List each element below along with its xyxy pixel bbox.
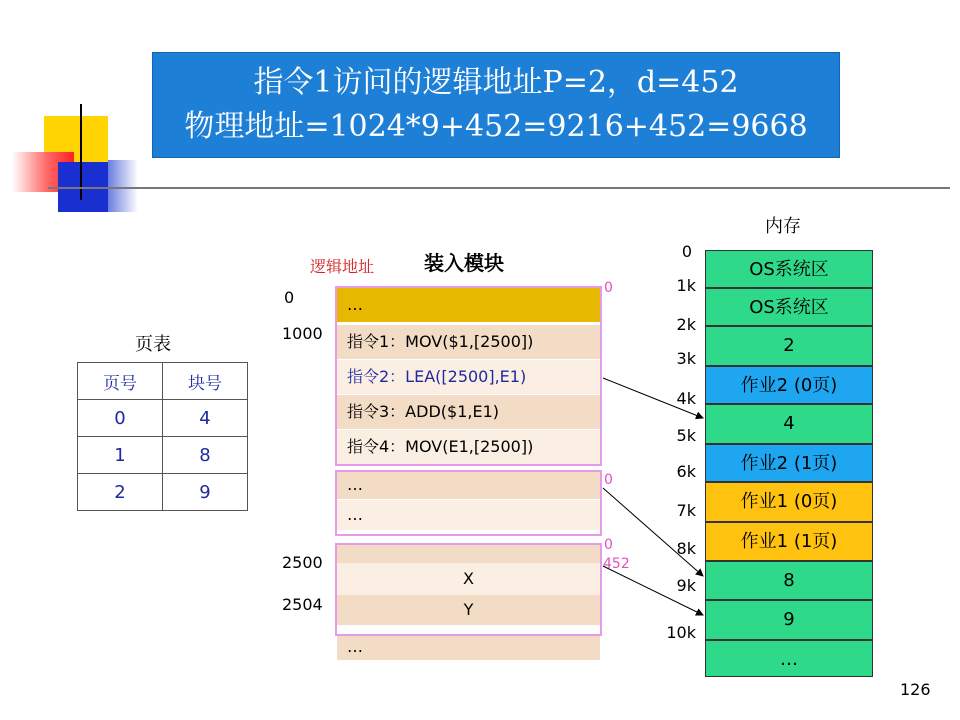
page-offset-label: 0 bbox=[604, 537, 613, 553]
memory-tick: 10k bbox=[666, 623, 696, 642]
addr-label: 1000 bbox=[282, 324, 323, 343]
memory-tick: 1k bbox=[676, 276, 696, 295]
memory-tick: 0 bbox=[681, 242, 692, 261]
title-line-1: 指令1访问的逻辑地址P=2，d=452 bbox=[253, 65, 739, 100]
title-line-2: 物理地址=1024*9+452=9216+452=9668 bbox=[184, 109, 808, 144]
memory-tick: 9k bbox=[676, 576, 696, 595]
memory-tick: 4k bbox=[676, 389, 696, 408]
memory-tick: 3k bbox=[676, 349, 696, 368]
logic-address-label: 逻辑地址 bbox=[310, 257, 375, 276]
addr-label: 0 bbox=[284, 288, 295, 307]
table-cell: 4 bbox=[163, 400, 248, 437]
module-title: 装入模块 bbox=[424, 251, 504, 275]
memory-cell: 8 bbox=[705, 561, 873, 600]
table-cell: 0 bbox=[78, 400, 163, 437]
memory-cell: 9 bbox=[705, 600, 873, 640]
offset-452-label: 452 bbox=[603, 556, 630, 572]
memory-tick: 6k bbox=[676, 462, 696, 481]
module-row: X bbox=[337, 563, 600, 595]
module-row: … bbox=[337, 634, 600, 660]
memory-cell: 2 bbox=[705, 326, 873, 366]
arrow-page2 bbox=[603, 566, 703, 615]
module-row: … bbox=[337, 288, 600, 322]
page-offset-label: 0 bbox=[604, 280, 613, 296]
memory-cell: OS系统区 bbox=[705, 288, 873, 326]
memory-cell: 作业2 (0页) bbox=[705, 366, 873, 404]
page-table-caption: 页表 bbox=[135, 334, 171, 355]
module-row: … bbox=[337, 500, 600, 530]
memory-cell: … bbox=[705, 640, 873, 677]
module-row: 指令2：LEA([2500],E1) bbox=[337, 360, 600, 394]
addr-label: 2500 bbox=[282, 553, 323, 572]
memory-title: 内存 bbox=[765, 216, 801, 237]
table-cell: 8 bbox=[163, 437, 248, 474]
addr-label: 2504 bbox=[282, 595, 323, 614]
table-cell: 1 bbox=[78, 437, 163, 474]
memory-tick: 8k bbox=[676, 539, 696, 558]
page-table-header: 页号 bbox=[78, 363, 163, 400]
page-number: 126 bbox=[900, 680, 931, 699]
memory-cell: 作业2 (1页) bbox=[705, 444, 873, 482]
memory-cell: 4 bbox=[705, 404, 873, 444]
table-cell: 2 bbox=[78, 474, 163, 511]
module-row: … bbox=[337, 471, 600, 499]
memory-tick: 7k bbox=[676, 501, 696, 520]
memory-cell: OS系统区 bbox=[705, 250, 873, 288]
table-cell: 9 bbox=[163, 474, 248, 511]
page-offset-label: 0 bbox=[604, 472, 613, 488]
memory-cell: 作业1 (1页) bbox=[705, 522, 873, 561]
module-row: Y bbox=[337, 595, 600, 625]
module-row: 指令4：MOV(E1,[2500]) bbox=[337, 430, 600, 464]
memory-cell: 作业1 (0页) bbox=[705, 482, 873, 522]
memory-tick: 5k bbox=[676, 426, 696, 445]
module-row: 指令1：MOV($1,[2500]) bbox=[337, 325, 600, 359]
module-row: 指令3：ADD($1,E1) bbox=[337, 395, 600, 429]
arrow-page0 bbox=[603, 378, 703, 418]
memory-tick: 2k bbox=[676, 315, 696, 334]
page-table-header: 块号 bbox=[163, 363, 248, 400]
arrow-page1 bbox=[603, 488, 703, 576]
